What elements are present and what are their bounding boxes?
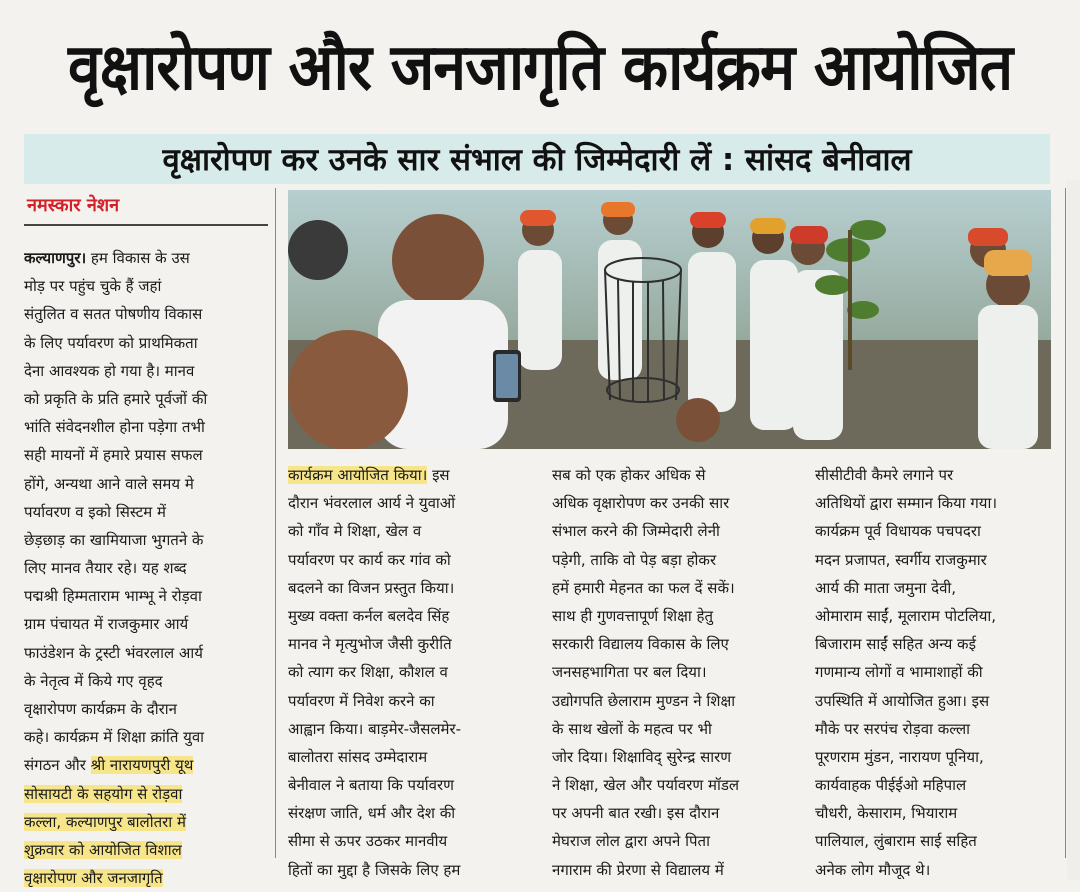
text-line: बेनीवाल ने बताया कि पर्यावरण [288, 776, 454, 795]
text-line: पर अपनी बात रखी। इस दौरान [552, 804, 720, 823]
text-line: लिए मानव तैयार रहे। यह शब्द [24, 559, 187, 578]
text-line: नगाराम की प्रेरणा से विद्यालय में [552, 860, 724, 879]
text-line: के साथ खेलों के महत्व पर भी [552, 719, 712, 738]
adjacent-page-edge [1067, 180, 1080, 880]
highlighted-text: वृक्षारोपण और जनजागृति [24, 869, 163, 888]
column-divider [275, 188, 276, 858]
text-line: हम विकास के उस [86, 249, 190, 267]
article-column-3 [552, 461, 790, 884]
text-line: आह्वान किया। बाड़मेर-जैसलमेर- [288, 719, 462, 738]
text-line: सब को एक होकर अधिक से [552, 466, 706, 484]
text-line: कार्यवाहक पीईईओ महिपाल [815, 776, 967, 795]
text-line: संरक्षण जाति, धर्म और देश की [288, 804, 456, 823]
text-line: पड़ेगी, ताकि वो पेड़ बड़ा होकर [552, 550, 717, 569]
text-line: चौधरी, केसाराम, भियाराम [815, 804, 958, 823]
text-line: अतिथियों द्वारा सम्मान किया गया। [815, 494, 998, 513]
highlighted-text: श्री नारायणपुरी यूथ [90, 756, 194, 775]
text-line: मदन प्रजापत, स्वर्गीय राजकुमार [815, 550, 987, 569]
text-line: हितों का मुद्दा है जिसके लिए हम [288, 860, 461, 879]
text-line: ने शिक्षा, खेल और पर्यावरण मॉडल [552, 776, 740, 795]
text-line: कार्यक्रम पूर्व विधायक पचपदरा [815, 522, 981, 541]
text-line: बदलने का विजन प्रस्तुत किया। [288, 578, 455, 597]
text-line: ओमाराम साईं, मूलाराम पोटलिया, [815, 606, 997, 625]
headline [0, 0, 1080, 128]
text-line: गणमान्य लोगों व भामाशाहों की [815, 663, 983, 682]
text-line: उपस्थिति में आयोजित हुआ। इस [815, 691, 990, 710]
text-line: पर्यावरण व इको सिस्टम में [24, 502, 166, 521]
text-line: उद्योगपति छेलाराम मुण्डन ने शिक्षा [552, 691, 736, 710]
article-column-2 [288, 461, 526, 884]
dateline: कल्याणपुर। [24, 249, 87, 267]
subheadline-band [24, 134, 1050, 184]
article-column-1 [24, 244, 267, 892]
byline: नमस्कार नेशन [27, 195, 120, 216]
text-line: छेड़छाड़ का खामियाजा भुगतने के [24, 530, 204, 549]
page-edge-divider [1065, 188, 1066, 858]
text-line: मानव ने मृत्युभोज जैसी कुरीति [288, 635, 452, 654]
text-line: पालियाल, लुंबाराम साई सहित [815, 832, 977, 851]
text-line: साथ ही गुणवत्तापूर्ण शिक्षा हेतु [552, 606, 714, 625]
highlighted-text: कल्ला, कल्याणपुर बालोतरा में [24, 812, 186, 831]
text-line: मोड़ पर पहुंच चुके हैं जहां [24, 277, 162, 296]
text-line: जोर दिया। शिक्षाविद् सुरेन्द्र सारण [552, 747, 732, 766]
text-line: जनसहभागिता पर बल दिया। [552, 663, 707, 682]
article-column-4 [815, 461, 1051, 884]
text-line: ग्राम पंचायत में राजकुमार आर्य [24, 615, 189, 634]
photo-icon [288, 190, 1051, 449]
text-line: मेघराज लोल द्वारा अपने पिता [552, 832, 710, 851]
text-line: फाउंडेशन के ट्रस्टी भंवरलाल आर्य [24, 643, 203, 662]
text-line: दौरान भंवरलाल आर्य ने युवाओं [288, 494, 456, 513]
text-line: वृक्षारोपण कार्यक्रम के दौरान [24, 700, 177, 718]
text-line: सीसीटीवी कैमरे लगाने पर [815, 466, 954, 484]
text-line: के नेतृत्व में किये गए वृहद [24, 671, 163, 690]
text-line: देना आवश्यक हो गया है। मानव [24, 361, 195, 380]
text-line: पर्यावरण पर कार्य कर गांव को [288, 550, 451, 569]
text-line: को प्रकृति के प्रति हमारे पूर्वजों की [24, 389, 208, 408]
text-line: बिजाराम साईं सहित अन्य कई [815, 635, 976, 654]
text-line: बालोतरा सांसद उम्मेदाराम [288, 747, 428, 766]
text-line: संभाल करने की जिम्मेदारी लेनी [552, 522, 720, 541]
text-line: मुख्य वक्ता कर्नल बलदेव सिंह [288, 606, 450, 625]
text-line: को त्याग कर शिक्षा, कौशल व [288, 663, 448, 682]
highlighted-text: सोसायटी के सहयोग से रोड़वा [24, 784, 183, 803]
text-line: पर्यावरण में निवेश करने का [288, 691, 435, 710]
text-line: हमें हमारी मेहनत का फल दें सकें। [552, 578, 735, 597]
text-line: के लिए पर्यावरण को प्राथमिकता [24, 333, 198, 352]
text-line: मौके पर सरपंच रोड़वा कल्ला [815, 719, 971, 738]
text-line: सरकारी विद्यालय विकास के लिए [552, 635, 729, 654]
highlighted-text: शुक्रवार को आयोजित विशाल [24, 840, 182, 859]
text-line: संतुलित व सतत पोषणीय विकास [24, 305, 203, 324]
text-line: पूरणराम मुंडन, नारायण पूनिया, [815, 747, 984, 766]
text-line: को गाँव मे शिक्षा, खेल व [288, 522, 422, 541]
text-line: संगठन और [24, 756, 91, 775]
byline-rule [24, 224, 268, 226]
text-line: होंगे, अन्यथा आने वाले समय मे [24, 474, 194, 493]
text-line: आर्य की माता जमुना देवी, [815, 578, 957, 597]
headline-text: वृक्षारोपण और जनजागृति कार्यक्रम आयोजित [67, 30, 1013, 105]
text-line: इस [427, 466, 450, 484]
text-line: पद्मश्री हिम्मताराम भाम्भू ने रोड़वा [24, 587, 202, 606]
highlighted-text: कार्यक्रम आयोजित किया। [288, 466, 428, 484]
text-line: अनेक लोग मौजूद थे। [815, 860, 931, 879]
text-line: सही मायनों में हमारे प्रयास सफल [24, 446, 203, 465]
subheadline-text: वृक्षारोपण कर उनके सार संभाल की जिम्मेदारी लें : सांसद बेनीवाल [162, 142, 912, 178]
event-photo [288, 190, 1051, 449]
text-line: अधिक वृक्षारोपण कर उनकी सार [552, 494, 730, 513]
text-line: कहे। कार्यक्रम में शिक्षा क्रांति युवा [24, 728, 205, 747]
text-line: भांति संवेदनशील होना पड़ेगा तभी [24, 418, 205, 437]
text-line: सीमा से ऊपर उठकर मानवीय [288, 832, 448, 851]
